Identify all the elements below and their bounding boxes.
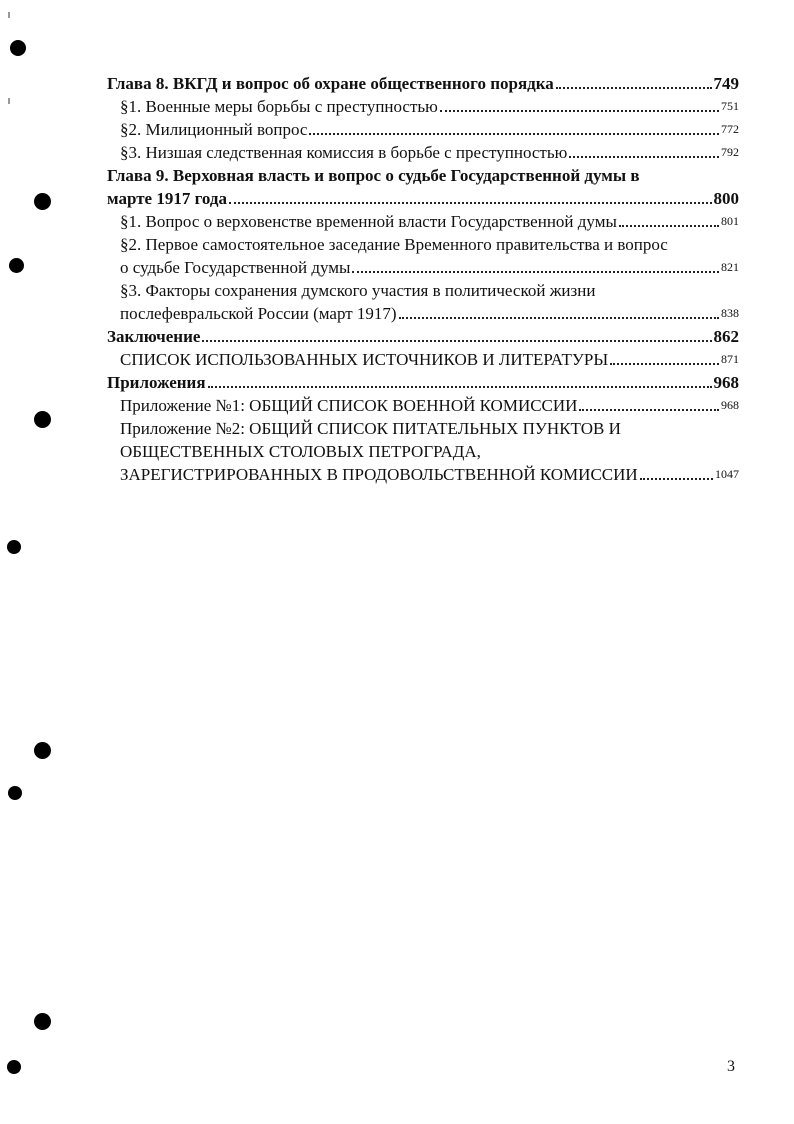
toc-page: 749 bbox=[713, 74, 739, 93]
leader-dots bbox=[202, 339, 711, 342]
punch-hole bbox=[34, 411, 51, 428]
toc-title-line: ОБЩЕСТВЕННЫХ СТОЛОВЫХ ПЕТРОГРАДА, bbox=[120, 442, 481, 461]
toc-title-line: марте 1917 года bbox=[107, 189, 227, 208]
toc-title-line: Приложение №2: ОБЩИЙ СПИСОК ПИТАТЕЛЬНЫХ ПУНКТОВ И bbox=[120, 419, 621, 438]
toc-page: 838 bbox=[721, 306, 739, 320]
toc-chapter-8[interactable] bbox=[107, 72, 739, 95]
leader-dots bbox=[610, 362, 719, 365]
punch-hole bbox=[34, 1013, 51, 1030]
leader-dots bbox=[640, 477, 713, 480]
punch-hole bbox=[10, 40, 26, 56]
punch-hole bbox=[8, 786, 22, 800]
toc-title: §1. Военные меры борьбы с преступностью bbox=[120, 97, 438, 116]
leader-dots bbox=[556, 86, 712, 89]
toc-appendix-1[interactable] bbox=[107, 394, 739, 417]
punch-hole bbox=[7, 1060, 21, 1074]
scan-speck bbox=[8, 12, 10, 18]
toc-page: 862 bbox=[713, 327, 739, 346]
toc-page: 821 bbox=[721, 260, 739, 274]
toc-sources[interactable] bbox=[107, 348, 739, 371]
toc-title: Глава 8. ВКГД и вопрос об охране общественного порядка bbox=[107, 74, 554, 93]
leader-dots bbox=[619, 224, 719, 227]
toc-chapter-9[interactable] bbox=[107, 164, 739, 210]
toc-page: 1047 bbox=[715, 467, 739, 481]
toc-title: §2. Милиционный вопрос bbox=[120, 120, 308, 139]
leader-dots bbox=[352, 270, 719, 273]
toc-section[interactable] bbox=[107, 141, 739, 164]
punch-hole bbox=[7, 540, 21, 554]
toc-title: §3. Низшая следственная комиссия в борьбе с преступностью bbox=[120, 143, 568, 162]
toc-section[interactable] bbox=[107, 279, 739, 325]
toc-title-line: §3. Факторы сохранения думского участия в политической жизни bbox=[120, 281, 596, 300]
toc-title: Приложение №1: ОБЩИЙ СПИСОК ВОЕННОЙ КОМИССИИ bbox=[120, 396, 578, 415]
toc-page: 968 bbox=[721, 398, 739, 412]
toc-section[interactable] bbox=[107, 118, 739, 141]
leader-dots bbox=[208, 385, 712, 388]
toc-title-line: о судьбе Государственной думы bbox=[120, 258, 351, 277]
toc-page: 800 bbox=[713, 189, 739, 208]
toc-title-line: послефевральской России (март 1917) bbox=[120, 304, 397, 323]
toc-appendices[interactable] bbox=[107, 371, 739, 394]
toc-title: Заключение bbox=[107, 327, 201, 346]
toc-title: СПИСОК ИСПОЛЬЗОВАННЫХ ИСТОЧНИКОВ И ЛИТЕРАТУРЫ bbox=[120, 350, 609, 369]
toc-section[interactable] bbox=[107, 95, 739, 118]
toc-page: 871 bbox=[721, 352, 739, 366]
toc-page: 801 bbox=[721, 214, 739, 228]
leader-dots bbox=[440, 109, 719, 112]
leader-dots bbox=[569, 155, 719, 158]
toc-section[interactable] bbox=[107, 210, 739, 233]
punch-hole bbox=[34, 193, 51, 210]
toc-section[interactable] bbox=[107, 233, 739, 279]
scan-speck bbox=[8, 98, 10, 104]
toc-page: 772 bbox=[721, 122, 739, 136]
toc-title-line: Глава 9. Верховная власть и вопрос о судьбе Государственной думы в bbox=[107, 166, 640, 185]
leader-dots bbox=[309, 132, 719, 135]
page-number: 3 bbox=[727, 1058, 735, 1075]
punch-hole bbox=[9, 258, 24, 273]
toc-appendix-2[interactable] bbox=[107, 417, 739, 486]
toc-conclusion[interactable] bbox=[107, 325, 739, 348]
table-of-contents bbox=[107, 72, 739, 486]
leader-dots bbox=[579, 408, 719, 411]
toc-title-line: ЗАРЕГИСТРИРОВАННЫХ В ПРОДОВОЛЬСТВЕННОЙ КОМИССИИ bbox=[120, 465, 638, 484]
punch-hole bbox=[34, 742, 51, 759]
toc-page: 792 bbox=[721, 145, 739, 159]
toc-title: §1. Вопрос о верховенстве временной власти Государственной думы bbox=[120, 212, 617, 231]
leader-dots bbox=[399, 316, 719, 319]
toc-page: 751 bbox=[721, 99, 739, 113]
toc-title: Приложения bbox=[107, 373, 206, 392]
toc-title-line: §2. Первое самостоятельное заседание Временного правительства и вопрос bbox=[120, 235, 668, 254]
toc-page: 968 bbox=[713, 373, 739, 392]
leader-dots bbox=[229, 201, 712, 204]
